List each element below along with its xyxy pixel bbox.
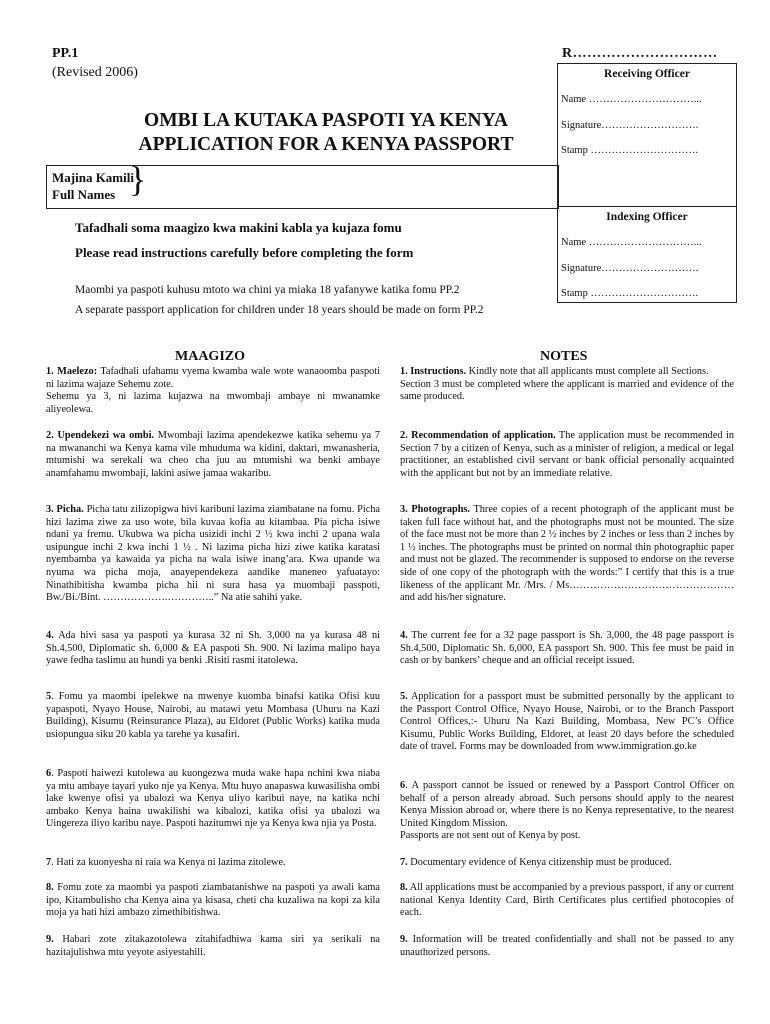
indexing-officer-stamp-field[interactable]: Stamp …………………………. [561, 288, 699, 299]
full-names-brace: } [129, 159, 147, 199]
maagizo-item-8: 8. Fomu zote za maombi ya paspoti ziambatanishwe na paspoti ya awali kama ipo, Kitambulisho cha Kenya aina ya kisasa, cheti cha kuzaliwa na kopi za kila moja ya hati hizi ambazo zimethibitishwa. [46, 882, 380, 919]
form-code: PP.1 [52, 46, 79, 61]
full-names-label-english: Full Names [52, 187, 116, 202]
maagizo-item-1: 1. Maelezo: Tafadhali ufahamu vyema kwamba wale wote wanaoomba paspoti ni lazima wajaze Sehemu zote. Sehemu ya 3, ni lazima kujazwa na mwombaji ambaye ni mwanamke aliyeolewa. [46, 366, 380, 415]
indexing-officer-signature-field[interactable]: Signature………………………. [561, 263, 699, 274]
notes-item-6: 6. A passport cannot be issued or renewed by a Passport Control Officer on behalf of a person already abroad. Such persons should apply to the nearest Kenya Mission abroad or, where there is no Kenya representative, to the nearest United Kingdom Mission. Passports are not sent out of Kenya by post. [400, 780, 734, 842]
maagizo-item-6: 6. Paspoti haiwezi kutolewa au kuongezwa muda wake hapa nchini kwa niaba ya mtu ambaye tayari yuko nje ya Kenya. Mtu huyo anapaswa kuwasilisha ombi lake kwenye ofisi ya ubalozi wa Kenya uliyo karibui naye, na katika nchi ambako Kenya haina uwakilishi wa kibalozi, katika ofisi ya ubalozi wa Uingereza iliyo karibu naye. Paspoti hazitumwi nje ya Kenya kwa njia ya Posta. [46, 768, 380, 830]
receiving-officer-stamp-field[interactable]: Stamp …………………………. [561, 145, 699, 156]
notes-heading: NOTES [540, 349, 588, 364]
officer-box-divider [558, 206, 736, 207]
revision-date: (Revised 2006) [52, 65, 138, 80]
maagizo-item-3: 3. Picha. Picha tatu zilizopigwa hivi karibuni lazima ziambatane na fomu. Picha hizi lazima ziwe za uso wote, bila kuvaa kofia au kitambaa. Pia picha isiwe ndani ya fremu. Ukubwa wa picha usizidi inchi 2 ½ kwa inchi 2 upana wala usipungue inchi 2 kwa inchi 1 ½ . Ni lazima picha hizi ziwe katika karatasi nyembamba ya kawaida ya picha na wala isiwe inang’ara. Kwa upande wa nyuma wa picha moja, anayependekeza aandike maneneo yafuatayo: Ninathibitisha kwamba picha hii ni sura hasa ya muombaji passpoti, Bw./Bi./Bint. ……………….…………..” Na atie sahihi yake. [46, 504, 381, 604]
maagizo-item-7: 7. Hati za kuonyesha ni raia wa Kenya ni lazima zitolewe. [46, 857, 286, 868]
title-english: APPLICATION FOR A KENYA PASSPORT [138, 134, 514, 155]
notes-item-8: 8. All applications must be accompanied by a previous passport, if any or current national Kenya Identity Card, Birth Certificates plus certified photocopies of each. [400, 882, 734, 919]
reference-number-field[interactable]: R………………………… [562, 46, 718, 61]
maagizo-item-9: 9. Habari zote zitakazotolewa zitahifadhiwa kama siri ya serikali na hazitajulishwa mtu yeyote asiyestahili. [46, 934, 380, 958]
notes-item-9: 9. Information will be treated confidentially and shall not be passed to any unauthorized persons. [400, 934, 734, 958]
full-names-field[interactable] [46, 159, 559, 209]
maagizo-item-4: 4. Ada hivi sasa ya paspoti ya kurasa 32 ni Sh. 3,000 na ya kurasa 48 ni Sh.4,500, Diplomatic sh. 6,000 & EA paspoti Sh. 900. Ni lazima malipo haya yawe fedha taslimu au hundi ya benki .Risiti rasmi itatolewa. [46, 630, 380, 667]
receiving-officer-signature-field[interactable]: Signature………………………. [561, 120, 699, 131]
notes-item-4: 4. The current fee for a 32 page passport is Sh. 3,000, the 48 page passport is Sh.4,500, Diplomatic Sh. 6,000, EA passport Sh. 900. This fee must be paid in cash or by bankers’ cheque and an official receipt issued. [400, 630, 734, 667]
child-note-english: A separate passport application for children under 18 years should be made on form PP.2 [75, 304, 484, 316]
instruction-swahili: Tafadhali soma maagizo kwa makini kabla ya kujaza fomu [75, 220, 402, 235]
notes-item-5: 5. Application for a passport must be submitted personally by the applicant to the Passport Control Office, Nyayo House, Nairobi, or to the Branch Passport Control Offices,:- Uhuru Na Kazi Building, Mombasa, New PC’s Office Kisumu, Public Works Building, Eldoret, at least 20 days before the scheduled date of travel. Forms may be downloaded from www.immigration.go.ke [400, 691, 734, 753]
indexing-officer-name-field[interactable]: Name …………………………... [561, 237, 702, 248]
receiving-officer-name-field[interactable]: Name …………………………... [561, 94, 702, 105]
notes-item-7: 7. Documentary evidence of Kenya citizenship must be produced. [400, 857, 672, 868]
notes-item-1: 1. Instructions. Kindly note that all applicants must complete all Sections. Section 3 must be completed where the applicant is married and evidence of the same produced. [400, 366, 734, 403]
maagizo-heading: MAAGIZO [175, 349, 245, 364]
maagizo-item-2: 2. Upendekezi wa ombi. Mwombaji lazima apendekezwe katika sehemu ya 7 na mwananchi wa Kenya kama vile mhuduma wa kidini, daktari, mwanasheria, mtumishi wa serekali wa cheo cha juu au mtumishi wa benki ambaye anamfahamu mwombaji, lakini asiwe jamaa wakaribu. [46, 430, 380, 479]
instruction-english: Please read instructions carefully before completing the form [75, 245, 414, 260]
officer-box [557, 63, 737, 303]
title-swahili: OMBI LA KUTAKA PASPOTI YA KENYA [144, 110, 508, 131]
child-note-swahili: Maombi ya paspoti kuhusu mtoto wa chini ya miaka 18 yafanywe katika fomu PP.2 [75, 284, 460, 296]
maagizo-item-5: 5. Fomu ya maombi ipelekwe na mwenye kuomba binafsi katika Ofisi kuu yapaspoti, Nyayo House, Nairobi, au matawi yetu Mombasa (Uhuru na Kazi Building), Kisumu (Reinsurance Plaza), au Eldoret (Public Works) katika muda usiopungua siku 20 kabla ya tarehe ya kusafiri. [46, 691, 380, 740]
notes-item-3: 3. Photographs. Three copies of a recent photograph of the applicant must be taken full face without hat, and the photographs must not be mounted. The size of the face must not be more than 2 ½ inches by 2 inches or less than 2 inches by 1 ½ inches. The photographs must be printed on normal thin photographic paper and must not be glazed. The recommender is supposed to endorse on the reverse side of one copy of the photograph with the words:” I certify that this is a true likeness of the applicant Mr. /Mrs. / Ms…………………………………………and add his/her signature. [400, 504, 734, 604]
full-names-label-swahili: Majina Kamili [52, 170, 134, 185]
receiving-officer-title: Receiving Officer [604, 68, 690, 80]
notes-item-2: 2. Recommendation of application. The application must be recommended in Section 7 by a citizen of Kenya, such as a minister of religion, a medical or legal practitioner, an established civil servant or bank official personally acquainted with the applicant but not by an immediate relative. [400, 430, 734, 479]
indexing-officer-title: Indexing Officer [606, 211, 688, 223]
